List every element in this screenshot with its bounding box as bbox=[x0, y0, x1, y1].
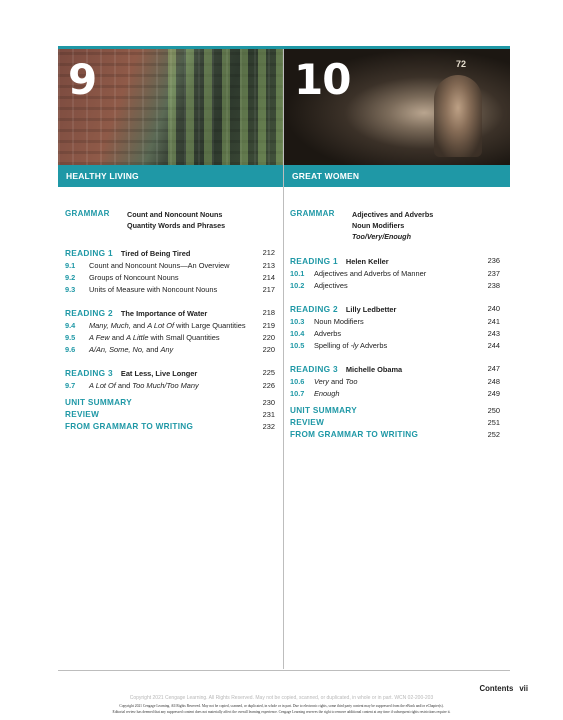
toc-entry[interactable] bbox=[65, 321, 275, 330]
page-number: 225 bbox=[262, 368, 275, 377]
section-number: 10.3 bbox=[290, 317, 305, 326]
page-number: 231 bbox=[262, 410, 275, 419]
page-number: 226 bbox=[262, 381, 275, 390]
fine-print-line: Editorial review has deemed that any suppressed content does not materially affect the overall learning experience. Cengage Learning reserves the right to remove additional content at any time if subsequent rights restrictions require it. bbox=[112, 710, 451, 714]
unit-10-photo bbox=[284, 49, 510, 165]
reading-heading[interactable] bbox=[65, 308, 275, 318]
summary-label: REVIEW bbox=[290, 418, 325, 427]
section-number: 9.1 bbox=[65, 261, 76, 270]
grammar-topic: Count and Noncount Nouns bbox=[127, 210, 223, 219]
section-number: 10.6 bbox=[290, 377, 305, 386]
unit-9-photo bbox=[58, 49, 284, 165]
reading-title: The Importance of Water bbox=[120, 309, 208, 318]
section-number: 9.6 bbox=[65, 345, 76, 354]
reading-label: READING 2 bbox=[65, 308, 113, 318]
section-number: 10.7 bbox=[290, 389, 305, 398]
page-number: 249 bbox=[487, 389, 500, 398]
page-number: 241 bbox=[487, 317, 500, 326]
helmet-number: 72 bbox=[456, 59, 467, 69]
column-divider bbox=[283, 49, 284, 669]
reading-heading[interactable] bbox=[290, 304, 500, 314]
page-number: 217 bbox=[262, 285, 275, 294]
toc-entry[interactable] bbox=[290, 377, 500, 386]
footer-rule bbox=[58, 670, 510, 671]
page-number: 220 bbox=[262, 345, 275, 354]
section-number: 9.2 bbox=[65, 273, 76, 282]
page-number: 230 bbox=[262, 398, 275, 407]
reading-heading[interactable] bbox=[65, 368, 275, 378]
grammar-topic: Noun Modifiers bbox=[352, 221, 405, 230]
grammar-topics bbox=[127, 209, 225, 231]
page-number: 219 bbox=[262, 321, 275, 330]
reading-title: Michelle Obama bbox=[345, 365, 403, 374]
page-number: 212 bbox=[262, 248, 275, 257]
toc-entry[interactable] bbox=[290, 281, 500, 290]
toc-entry[interactable] bbox=[65, 333, 275, 342]
toc-entry[interactable] bbox=[65, 285, 275, 294]
summary-label: UNIT SUMMARY bbox=[290, 406, 357, 415]
unit-9-toc bbox=[65, 209, 275, 432]
reading-title: Lilly Ledbetter bbox=[345, 305, 397, 314]
summary-label: FROM GRAMMAR TO WRITING bbox=[65, 422, 194, 431]
summary-section bbox=[65, 398, 275, 432]
section-number: 10.2 bbox=[290, 281, 305, 290]
fine-print-line: Copyright 2021 Cengage Learning. All Rights Reserved. May not be copied, scanned, or duplicated, in whole or in part. Due to electronic rights, some third party content may be suppressed from the eBook and/or eChapter(s). bbox=[119, 704, 444, 708]
toc-entry[interactable] bbox=[290, 269, 500, 278]
grammar-topics bbox=[352, 209, 433, 242]
grammar-label: GRAMMAR bbox=[65, 209, 110, 218]
reading-label: READING 3 bbox=[65, 368, 113, 378]
toc-entry[interactable] bbox=[65, 273, 275, 282]
grammar-to-writing-link[interactable] bbox=[290, 430, 500, 440]
unit-number: 9 bbox=[68, 55, 97, 104]
page-number: 238 bbox=[487, 281, 500, 290]
page-footer bbox=[480, 684, 528, 693]
section-number: 10.5 bbox=[290, 341, 305, 350]
page-number: 220 bbox=[262, 333, 275, 342]
page-number: 214 bbox=[262, 273, 275, 282]
grammar-label: GRAMMAR bbox=[290, 209, 335, 218]
section-title: A/An, Some, No, and Any bbox=[89, 345, 174, 354]
toc-entry[interactable] bbox=[65, 345, 275, 354]
grammar-to-writing-link[interactable] bbox=[65, 422, 275, 432]
reading-label: READING 1 bbox=[65, 248, 113, 258]
unit-summary-link[interactable] bbox=[65, 398, 275, 408]
toc-entry[interactable] bbox=[290, 341, 500, 350]
page-number: 236 bbox=[487, 256, 500, 265]
section-number: 9.3 bbox=[65, 285, 76, 294]
section-title: Adverbs bbox=[314, 329, 342, 338]
page-number: 218 bbox=[262, 308, 275, 317]
page-number: 244 bbox=[487, 341, 500, 350]
section-number: 10.1 bbox=[290, 269, 305, 278]
toc-entry[interactable] bbox=[290, 329, 500, 338]
section-title: Adjectives bbox=[314, 281, 348, 290]
page-number: 248 bbox=[487, 377, 500, 386]
grammar-topic: Too/Very/Enough bbox=[352, 232, 411, 241]
section-number: 9.5 bbox=[65, 333, 76, 342]
page-number: 247 bbox=[487, 364, 500, 373]
section-number: 9.7 bbox=[65, 381, 76, 390]
reading-heading[interactable] bbox=[290, 364, 500, 374]
page-number: 240 bbox=[487, 304, 500, 313]
section-title: Noun Modifiers bbox=[314, 317, 364, 326]
section-title: Groups of Noncount Nouns bbox=[89, 273, 179, 282]
firefighter-figure bbox=[434, 75, 482, 157]
reading-heading[interactable] bbox=[65, 248, 275, 258]
unit-theme-band: GREAT WOMEN bbox=[284, 165, 510, 187]
reading-label: READING 3 bbox=[290, 364, 338, 374]
section-title: Adjectives and Adverbs of Manner bbox=[314, 269, 427, 278]
footer-page-number: vii bbox=[519, 684, 528, 693]
page-number: 243 bbox=[487, 329, 500, 338]
section-number: 9.4 bbox=[65, 321, 76, 330]
section-title: Many, Much, and A Lot Of with Large Quantities bbox=[89, 321, 246, 330]
page-number: 250 bbox=[487, 406, 500, 415]
page-number: 251 bbox=[487, 418, 500, 427]
section-title: Enough bbox=[314, 389, 340, 398]
grammar-topic: Adjectives and Adverbs bbox=[352, 210, 434, 219]
reading-title: Tired of Being Tired bbox=[120, 249, 191, 258]
unit-theme-band: HEALTHY LIVING bbox=[58, 165, 284, 187]
unit-number: 10 bbox=[294, 55, 351, 104]
toc-entry[interactable] bbox=[290, 317, 500, 326]
page-number: 237 bbox=[487, 269, 500, 278]
summary-label: UNIT SUMMARY bbox=[65, 398, 132, 407]
page-number: 213 bbox=[262, 261, 275, 270]
reading-heading[interactable] bbox=[290, 256, 500, 266]
grammar-section bbox=[290, 209, 500, 242]
review-link[interactable] bbox=[290, 418, 500, 428]
reading-label: READING 2 bbox=[290, 304, 338, 314]
section-title: Spelling of -ly Adverbs bbox=[314, 341, 388, 350]
grammar-topic: Quantity Words and Phrases bbox=[127, 221, 226, 230]
section-title: A Few and A Little with Small Quantities bbox=[89, 333, 220, 342]
unit-10-column bbox=[284, 49, 510, 187]
reading-label: READING 1 bbox=[290, 256, 338, 266]
reading-title: Helen Keller bbox=[345, 257, 389, 266]
toc-entry[interactable] bbox=[65, 261, 275, 270]
section-title: Very and Too bbox=[314, 377, 358, 386]
section-title: A Lot Of and Too Much/Too Many bbox=[89, 381, 199, 390]
page-number: 252 bbox=[487, 430, 500, 439]
summary-section bbox=[290, 406, 500, 440]
footer-label: Contents bbox=[479, 684, 514, 693]
toc-entry[interactable] bbox=[290, 389, 500, 398]
toc-entry[interactable] bbox=[65, 381, 275, 390]
section-number: 10.4 bbox=[290, 329, 305, 338]
section-title: Units of Measure with Noncount Nouns bbox=[89, 285, 218, 294]
summary-label: FROM GRAMMAR TO WRITING bbox=[290, 430, 419, 439]
section-title: Count and Noncount Nouns—An Overview bbox=[89, 261, 230, 270]
unit-summary-link[interactable] bbox=[290, 406, 500, 416]
page-number: 232 bbox=[262, 422, 275, 431]
copyright-watermark: Copyright 2021 Cengage Learning. All Rights Reserved. May not be copied, scanned, or duplicated, in whole or in part. WCN 02-200-203 bbox=[129, 695, 434, 701]
reading-title: Eat Less, Live Longer bbox=[120, 369, 198, 378]
grammar-section bbox=[65, 209, 275, 231]
yoga-mats-area bbox=[168, 49, 284, 165]
unit-9-column bbox=[58, 49, 284, 187]
unit-10-toc bbox=[290, 209, 500, 440]
summary-label: REVIEW bbox=[65, 410, 100, 419]
review-link[interactable] bbox=[65, 410, 275, 420]
